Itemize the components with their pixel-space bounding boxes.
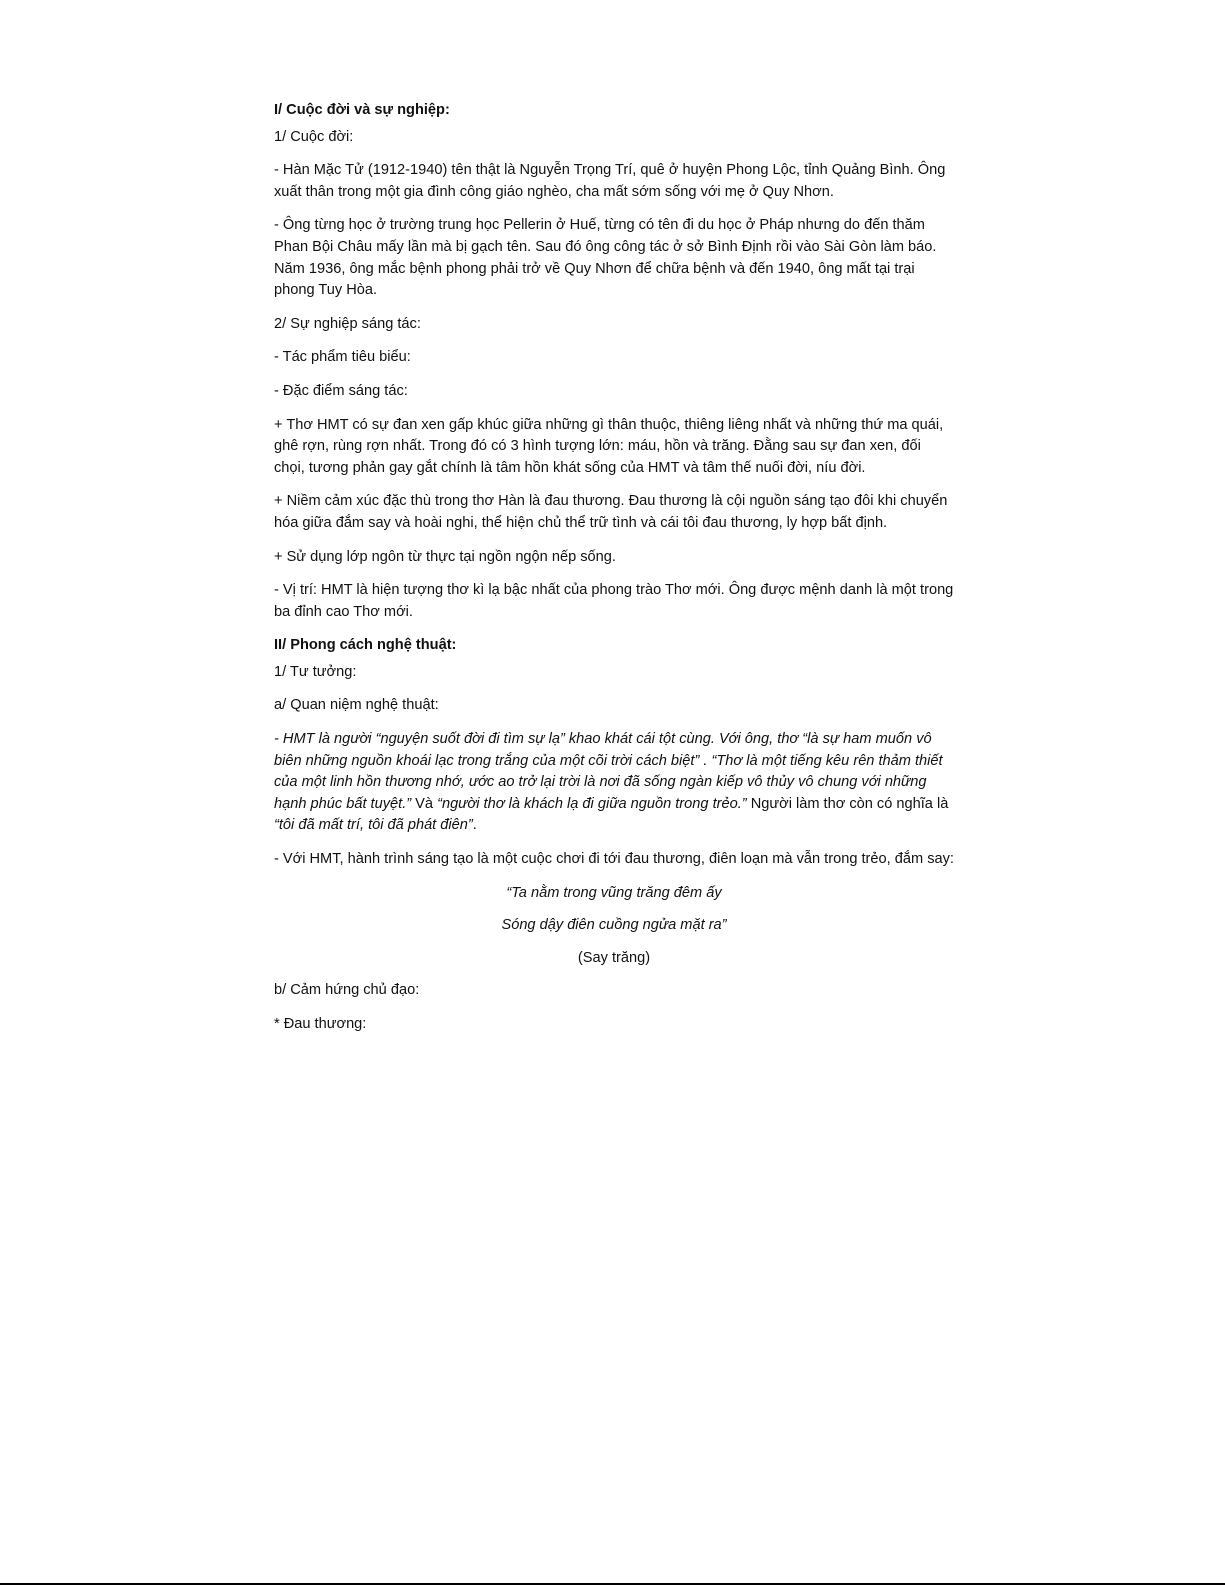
connector-text-2: Người làm thơ còn có nghĩa là — [746, 795, 949, 812]
subheading-life: 1/ Cuộc đời: — [274, 128, 354, 145]
paragraph-feature-1: + Thơ HMT có sự đan xen gấp khúc giữa những gì thân thuộc, thiêng liêng nhất và những thứ ma quái, ghê rợn, rùng rợn nhất. Trong đó có 3 hình tượng lớn: máu, hồn và trăng. Đằng sau sự đan xen, đối chọi, tương phản gay gắt chính là tâm hồn khát sống của HMT và tâm thế nuối đời, níu đời. — [274, 416, 944, 476]
document-page — [274, 100, 954, 1048]
connector-text-1: Và — [411, 795, 438, 812]
paragraph-features: - Đặc điểm sáng tác: — [274, 382, 408, 399]
poem-line-2-text: Sóng dậy điên cuồng ngửa mặt ra” — [501, 917, 727, 934]
paragraph-feature-3: + Sử dụng lớp ngôn từ thực tại ngồn ngộn nếp sống. — [274, 548, 616, 565]
subheading-main-inspiration: b/ Cảm hứng chủ đạo: — [274, 982, 420, 999]
quote-text-2: “người thơ là khách lạ đi giữa nguồn trong trẻo.” — [437, 795, 747, 812]
paragraph-life-2: - Ông từng học ở trường trung học Pellerin ở Huế, từng có tên đi du học ở Pháp nhưng do đến thăm Phan Bội Châu mấy lần mà bị gạch tên. Sau đó ông công tác ở sở Bình Định rồi vào Sài Gòn làm báo. Năm 1936, ông mắc bệnh phong phải trở về Quy Nhơn để chữa bệnh và đến 1940, ông mất tại trại phong Tuy Hòa. — [274, 217, 937, 299]
paragraph-creative-journey: - Với HMT, hành trình sáng tạo là một cuộc chơi đi tới đau thương, điên loạn mà vẫn trong trẻo, đắm say: — [274, 851, 954, 868]
paragraph-art-concept — [274, 729, 954, 837]
poem-source: (Say trăng) — [577, 949, 651, 966]
quote-text-3: “tôi đã mất trí, tôi đã phát điên” — [274, 817, 473, 834]
section-heading-2: II/ Phong cách nghệ thuật: — [274, 637, 457, 654]
paragraph-sorrow: * Đau thương: — [274, 1016, 367, 1032]
paragraph-position: - Vị trí: HMT là hiện tượng thơ kì lạ bậc nhất của phong trào Thơ mới. Ông được mệnh danh là một trong ba đỉnh cao Thơ mới. — [274, 582, 954, 620]
poem-line-1-text: “Ta nằm trong vũng trăng đêm ấy — [506, 884, 722, 901]
subheading-career: 2/ Sự nghiệp sáng tác: — [274, 315, 421, 332]
paragraph-works: - Tác phẩm tiêu biểu: — [274, 349, 411, 366]
paragraph-life-1: - Hàn Mặc Tử (1912-1940) tên thật là Nguyễn Trọng Trí, quê ở huyện Phong Lộc, tỉnh Quảng Bình. Ông xuất thân trong một gia đình công giáo nghèo, cha mất sớm sống với mẹ ở Quy Nhơn. — [274, 162, 946, 200]
poem-line-2 — [274, 915, 954, 937]
quote-text-1: - HMT là người “nguyện suốt đời đi tìm sự lạ” khao khát cái tột cùng. Với ông, thơ “là sự ham muốn vô biên những nguồn khoái lạc trong trắng của một cõi trời cách biệt” . “Thơ là một tiếng kêu rên thảm thiết của một linh hồn thương nhớ, ước ao trở lại trời là nơi đã sống ngàn kiếp vô thủy vô chung với những hạnh phúc bất tuyệt.” — [274, 731, 943, 812]
connector-text-3: . — [472, 817, 477, 834]
subheading-thought: 1/ Tư tưởng: — [274, 663, 357, 680]
paragraph-feature-2: + Niềm cảm xúc đặc thù trong thơ Hàn là đau thương. Đau thương là cội nguồn sáng tạo đôi khi chuyển hóa giữa đắm say và hoài nghi, thể hiện chủ thể trữ tình và cái tôi đau thương, ly hợp bất định. — [274, 493, 948, 531]
section-heading-1: I/ Cuộc đời và sự nghiệp: — [274, 102, 450, 118]
subheading-art-concept: a/ Quan niệm nghệ thuật: — [274, 697, 439, 714]
poem-line-1 — [274, 883, 954, 905]
